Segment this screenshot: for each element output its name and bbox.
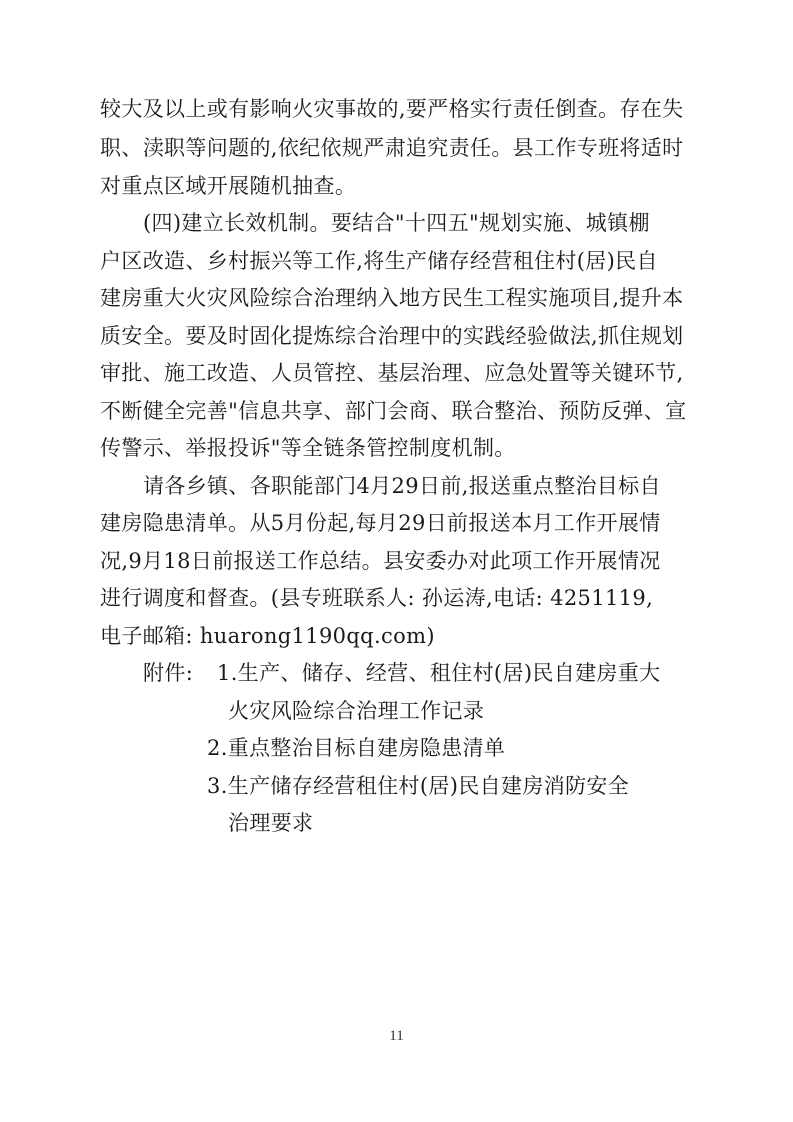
paragraph-line: 审批、施工改造、人员管控、基层治理、应急处置等关键环节,	[100, 361, 684, 385]
paragraph-line: 况,9月18日前报送工作总结。县安委办对此项工作开展情况	[100, 549, 661, 573]
paragraph-line: 不断健全完善"信息共享、部门会商、联合整治、预防反弹、宣	[100, 399, 687, 423]
attachment-item-3: 3.生产储存经营租住村(居)民自建房消防安全	[207, 774, 630, 798]
page-number: 11	[389, 1028, 404, 1044]
contact-email-line: 电子邮箱: huarong1190qq.com)	[100, 624, 435, 648]
paragraph-line: 质安全。要及时固化提炼综合治理中的实践经验做法,抓住规划	[100, 324, 684, 348]
section-heading-line: (四)建立长效机制。要结合"十四五"规划实施、城镇棚	[143, 211, 650, 235]
attachment-item-1-continued: 火灾风险综合治理工作记录	[228, 699, 485, 723]
attachments-label: 附件:	[143, 661, 194, 685]
paragraph-line: 请各乡镇、各职能部门4月29日前,报送重点整治目标自	[143, 474, 661, 498]
paragraph-line: 职、渎职等问题的,依纪依规严肃追究责任。县工作专班将适时	[100, 136, 684, 160]
paragraph-line: 较大及以上或有影响火灾事故的,要严格实行责任倒查。存在失	[100, 97, 684, 121]
paragraph-line: 建房重大火灾风险综合治理纳入地方民生工程实施项目,提升本	[100, 286, 684, 310]
paragraph-line: 对重点区域开展随机抽查。	[100, 174, 357, 198]
paragraph-line: 进行调度和督查。(县专班联系人: 孙运涛,电话: 4251119,	[100, 586, 654, 610]
paragraph-line: 传警示、举报投诉"等全链条管控制度机制。	[100, 436, 516, 460]
paragraph-line: 户区改造、乡村振兴等工作,将生产储存经营租住村(居)民自	[100, 249, 658, 273]
paragraph-line: 建房隐患清单。从5月份起,每月29日前报送本月工作开展情	[100, 511, 661, 535]
attachment-item-1: 1.生产、储存、经营、租住村(居)民自建房重大	[217, 661, 661, 685]
attachment-item-3-continued: 治理要求	[228, 811, 314, 835]
attachment-item-2: 2.重点整治目标自建房隐患清单	[207, 736, 506, 760]
